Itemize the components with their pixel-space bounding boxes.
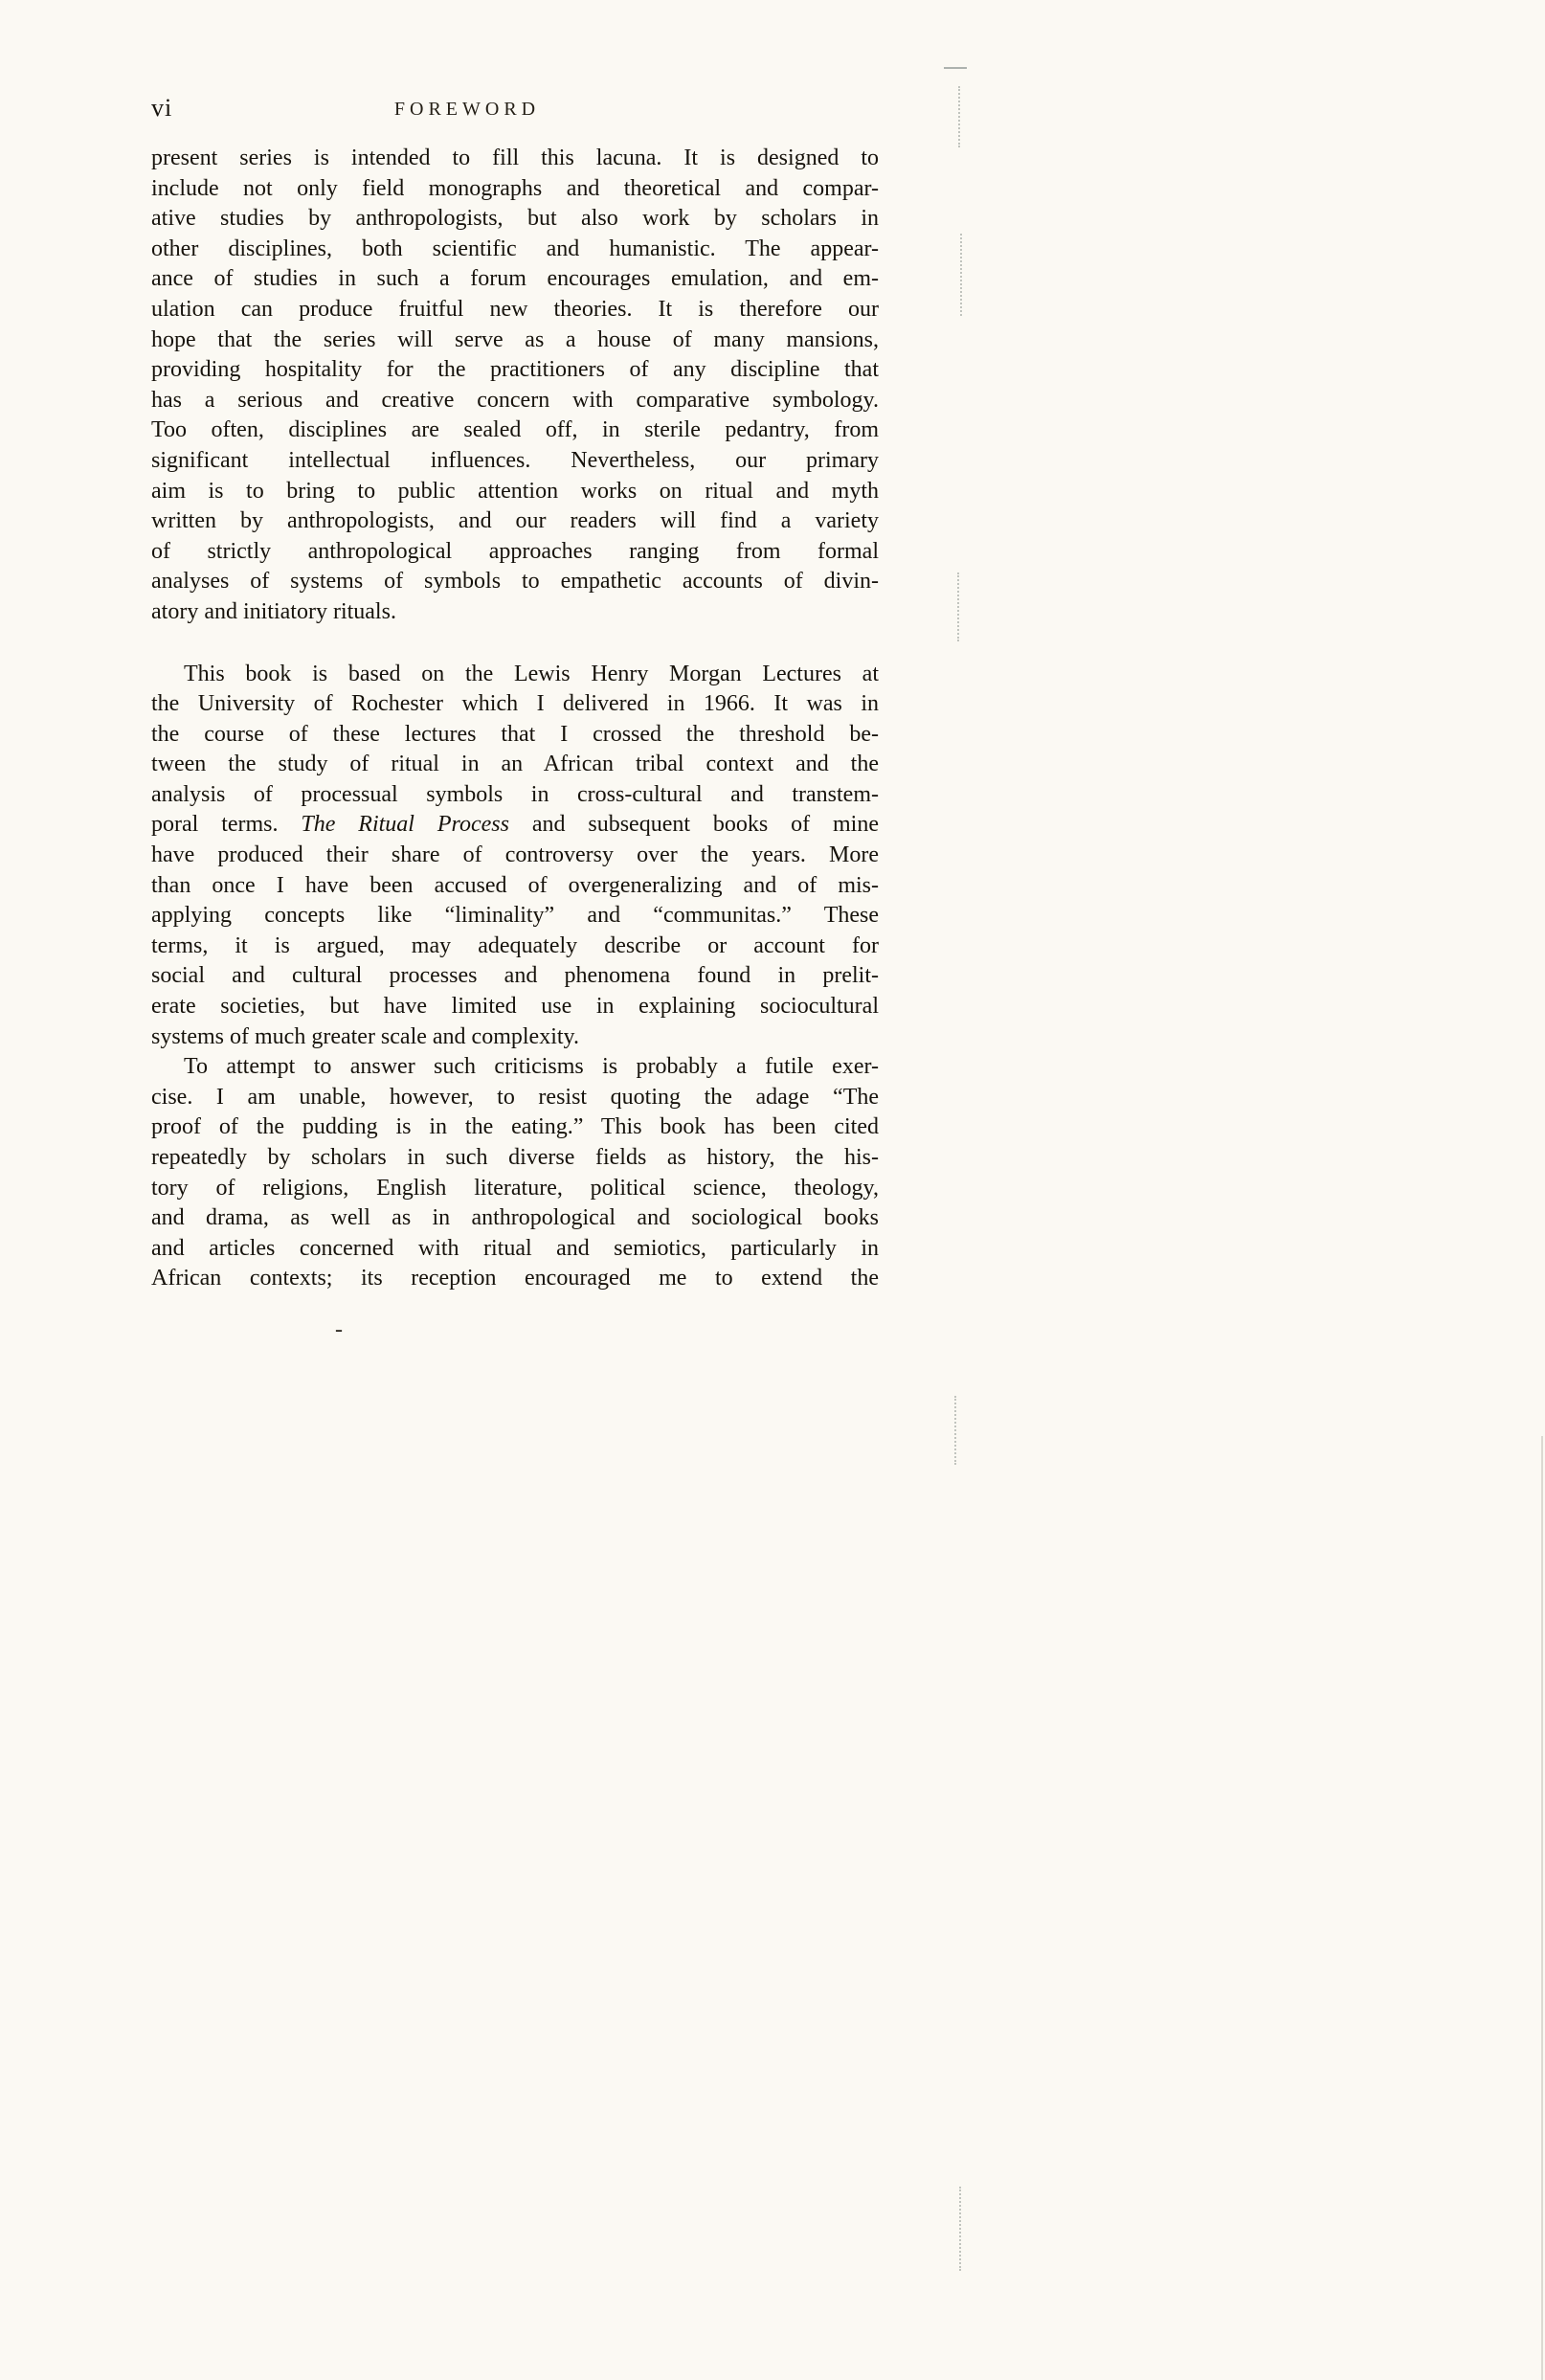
stray-dash-mark: - bbox=[335, 1317, 343, 1342]
text-line bbox=[151, 810, 879, 841]
text-segment: repeatedly by scholars in such diverse fields as history, the his- bbox=[151, 1145, 879, 1170]
text-block bbox=[151, 144, 879, 1294]
text-segment: To attempt to answer such criticisms is probably a futile exer- bbox=[184, 1054, 879, 1080]
text-line bbox=[151, 1203, 879, 1234]
italic-book-title: The Ritual Process bbox=[301, 812, 509, 838]
text-line bbox=[151, 326, 879, 356]
text-segment: cise. I am unable, however, to resist quoting the adage “The bbox=[151, 1084, 879, 1110]
text-line bbox=[151, 961, 879, 992]
text-segment: ulation can produce fruitful new theories. It is therefore our bbox=[151, 296, 879, 322]
scan-artifact bbox=[957, 573, 959, 641]
text-line bbox=[151, 144, 879, 174]
text-line bbox=[151, 174, 879, 205]
text-segment: and articles concerned with ritual and semiotics, particularly in bbox=[151, 1235, 879, 1261]
text-segment: proof of the pudding is in the eating.” This book has been cited bbox=[151, 1114, 879, 1140]
page-edge-shadow bbox=[1541, 1436, 1543, 2380]
text-segment: present series is intended to fill this lacuna. It is designed to bbox=[151, 146, 879, 170]
text-line bbox=[151, 386, 879, 416]
text-segment: has a serious and creative concern with comparative symbology. bbox=[151, 387, 879, 413]
text-line bbox=[151, 446, 879, 477]
text-segment: Too often, disciplines are sealed off, in sterile pedantry, from bbox=[151, 417, 879, 443]
scan-artifact bbox=[960, 234, 962, 316]
text-line bbox=[151, 415, 879, 446]
text-line bbox=[151, 901, 879, 932]
text-segment: hope that the series will serve as a house of many mansions, bbox=[151, 326, 879, 352]
text-segment: social and cultural processes and phenomena found in prelit- bbox=[151, 963, 879, 989]
text-line bbox=[151, 355, 879, 386]
text-line bbox=[151, 295, 879, 326]
text-line bbox=[151, 750, 879, 780]
text-line bbox=[151, 235, 879, 265]
paragraph-2 bbox=[151, 660, 879, 1053]
text-segment: include not only field monographs and theoretical and compar- bbox=[151, 175, 879, 201]
text-line bbox=[151, 1234, 879, 1265]
text-line bbox=[151, 506, 879, 537]
text-segment: erate societies, but have limited use in explaining sociocultural bbox=[151, 994, 879, 1020]
text-segment: have produced their share of controversy over the years. More bbox=[151, 842, 879, 868]
text-segment: atory and initiatory rituals. bbox=[151, 598, 396, 624]
text-segment: ative studies by anthropologists, but also work by scholars in bbox=[151, 206, 879, 232]
text-segment: applying concepts like “liminality” and “communitas.” These bbox=[151, 903, 879, 929]
text-segment: African contexts; its reception encouraged me to extend the bbox=[151, 1266, 879, 1291]
scan-artifact bbox=[954, 1396, 956, 1465]
text-line bbox=[151, 1112, 879, 1143]
text-line bbox=[151, 1264, 879, 1294]
text-segment: the University of Rochester which I delivered in 1966. It was in bbox=[151, 691, 879, 717]
text-line bbox=[151, 871, 879, 902]
text-segment: tory of religions, English literature, political science, theology, bbox=[151, 1175, 879, 1201]
text-segment: written by anthropologists, and our readers will find a variety bbox=[151, 508, 879, 534]
text-segment: significant intellectual influences. Nevertheless, our primary bbox=[151, 447, 879, 473]
text-segment: other disciplines, both scientific and humanistic. The appear- bbox=[151, 236, 879, 261]
scan-artifact bbox=[958, 86, 960, 147]
text-line bbox=[151, 1083, 879, 1113]
scan-artifact bbox=[944, 67, 967, 69]
text-line bbox=[151, 992, 879, 1022]
text-segment: aim is to bring to public attention works on ritual and myth bbox=[151, 478, 879, 504]
text-line bbox=[151, 597, 879, 628]
page-header bbox=[151, 92, 879, 126]
text-segment: and subsequent books of mine bbox=[508, 812, 879, 838]
text-segment: This book is based on the Lewis Henry Morgan Lectures at bbox=[184, 661, 879, 686]
text-line bbox=[151, 537, 879, 568]
text-segment: the course of these lectures that I crossed the threshold be- bbox=[151, 721, 879, 747]
text-line bbox=[151, 567, 879, 597]
text-segment: than once I have been accused of overgeneralizing and of mis- bbox=[151, 872, 879, 898]
text-line bbox=[151, 1143, 879, 1174]
text-line bbox=[151, 204, 879, 235]
text-segment: tween the study of ritual in an African tribal context and the bbox=[151, 752, 879, 777]
text-line bbox=[151, 841, 879, 871]
text-line bbox=[151, 1174, 879, 1204]
text-line bbox=[151, 689, 879, 720]
text-line bbox=[151, 1052, 879, 1083]
text-segment: terms, it is argued, may adequately describe or account for bbox=[151, 932, 879, 958]
paragraph-3 bbox=[151, 1052, 879, 1294]
text-line bbox=[151, 720, 879, 751]
text-segment: systems of much greater scale and complexity. bbox=[151, 1023, 579, 1049]
text-segment: of strictly anthropological approaches ranging from formal bbox=[151, 538, 879, 564]
running-head-title: FOREWORD bbox=[393, 99, 541, 120]
text-line bbox=[151, 780, 879, 811]
text-line bbox=[151, 477, 879, 507]
text-segment: and drama, as well as in anthropological and sociological books bbox=[151, 1205, 879, 1231]
text-segment: analyses of systems of symbols to empathetic accounts of divin- bbox=[151, 569, 879, 595]
page-number: vi bbox=[151, 94, 173, 122]
text-segment: analysis of processual symbols in cross-cultural and transtem- bbox=[151, 781, 879, 807]
text-line bbox=[151, 660, 879, 690]
text-line bbox=[151, 1022, 879, 1053]
text-line bbox=[151, 932, 879, 962]
scan-artifact bbox=[959, 2187, 961, 2271]
text-line bbox=[151, 264, 879, 295]
text-segment: poral terms. bbox=[151, 812, 302, 838]
text-segment: providing hospitality for the practitioners of any discipline that bbox=[151, 357, 879, 383]
paragraph-1 bbox=[151, 144, 879, 628]
text-segment: ance of studies in such a forum encourages emulation, and em- bbox=[151, 266, 879, 292]
